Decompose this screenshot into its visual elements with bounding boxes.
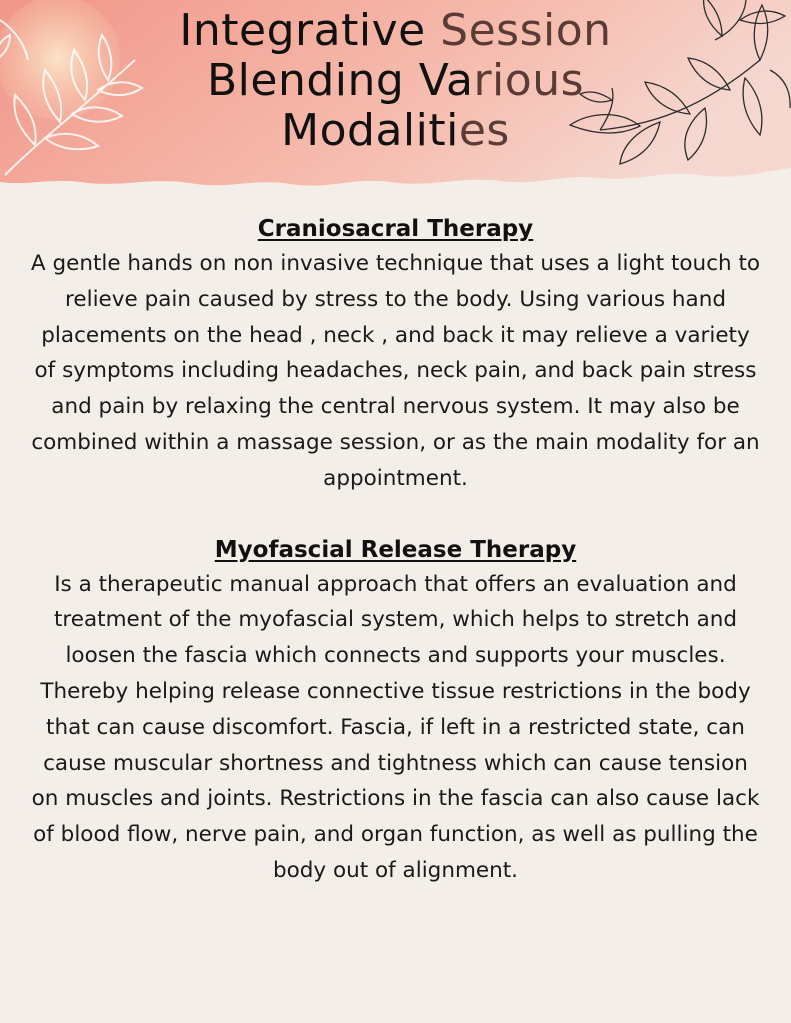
section-body: Is a therapeutic manual approach that offers an evaluation and treatment of the myofascial system, which helps to stretch and loosen the fascia which connects and supports your muscles. Thereby helping release connective tissue restrictions in the body that can cause discomfort. Fascia, if left in a restricted state, can cause muscular shortness and tightness which can cause tension on muscles and joints. Restrictions in the fascia can also cause lack of blood flow, nerve pain, and organ function, as well as pulling the body out of alignment. [31,571,760,883]
title-line-3: Modalities [281,105,510,156]
header-banner [0,0,791,200]
section-gap [30,497,761,533]
section-myofascial [30,533,761,889]
section-body: A gentle hands on non invasive technique that uses a light touch to relieve pain caused by stress to the body. Using various hand placements on the head , neck , and back it may relieve a variety of symptoms including headaches, neck pain, and back pain stress and pain by relaxing the central nervous system. It may also be combined within a massage session, or as the main modality for an appointment. [30,251,761,491]
section-heading: Myofascial Release Therapy [214,536,577,563]
title-line-1: Integrative Session [179,5,612,56]
title-line-2: Blending Various [206,55,585,106]
section-craniosacral [30,212,761,497]
page-title [0,6,791,156]
content [30,212,761,889]
section-heading: Craniosacral Therapy [257,216,534,242]
